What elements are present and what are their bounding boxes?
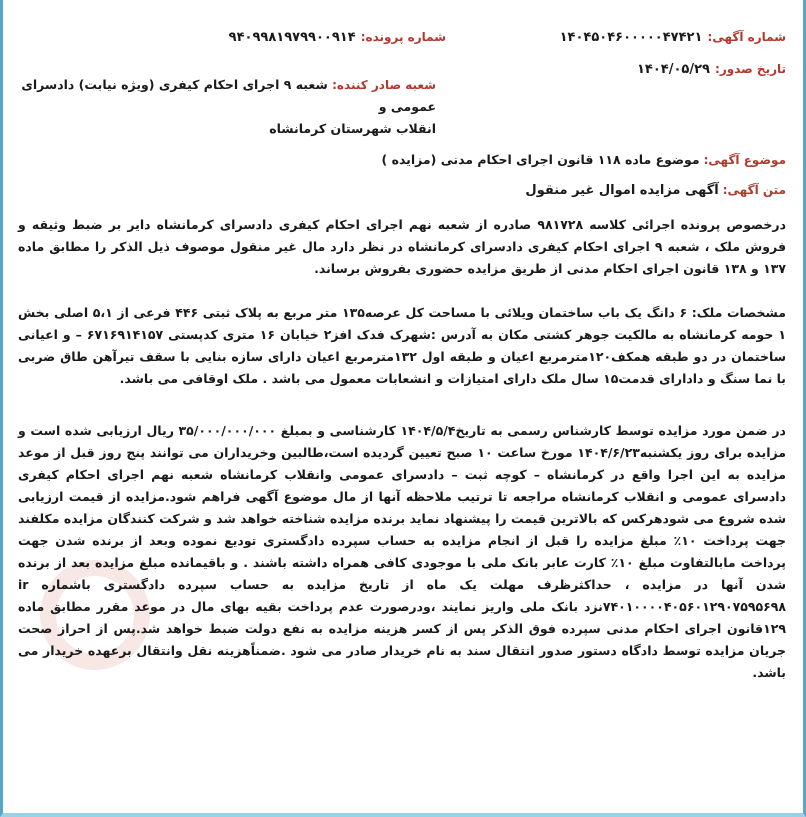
- issue-date: [637, 58, 786, 77]
- paragraph-intro: درخصوص پرونده اجرائی کلاسه ۹۸۱۷۲۸ صادره از شعبه نهم اجرای احکام کیفری دادسرای کرمانشاه دایر بر ضبط وثیقه و فروش ملک ، شعبه ۹ اجرای احکام کیفری دادسرای کرمانشاه در نظر دارد مال غیر منقول موصوف ذیل الذکر را مطابق ماده ۱۳۷ و ۱۳۸ قانون اجرای احکام مدنی از طریق مزایده حضوری بفروش برساند.: [18, 217, 787, 276]
- text-title-label: متن آگهی:: [722, 183, 786, 197]
- paragraph-auction-terms: در ضمن مورد مزایده توسط کارشناس رسمی به تاریخ۱۴۰۴/۵/۴ کارشناسی و بمبلغ ۳۵/۰۰۰/۰۰۰/۰۰۰ ریال ارزیابی شده است و مزایده برای روز یکشنبه۱۴۰۴/۶/۲۳ مورخ ساعت ۱۰ صبح تعیین گردیده است،طالبین وخریداران می توانند پنج روز قبل از موعد مزایده به این اجرا واقع در کرمانشاه – کوچه ثبت – دادسرای عمومی وانقلاب کرمانشاه شعبه نهم اجرای احکام کیفری دادسرای عمومی و انقلاب کرمانشاه مراجعه تا ترتیب ملاحظه آنها از مال موضوع آگهی فراهم شود.مزایده از قیمت ارزیابی شده شروع می شودهرکس که بالاترین قیمت را پیشنهاد نماید برنده مزایده شناخته خواهد شد و شرکت کنندگان مزایده مکلفند جهت پرداخت ۱۰٪ مبلغ مزایده را قبل از انجام مزایده به حساب سپرده دادگستری تودیع نموده وبعد از برنده شدن جهت پرداخت مابالتفاوت مبلغ ۱۰٪ کارت عابر بانک ملی با موجودی کافی همراه داشته باشند . و باقیمانده مبلغ مزایده بعد از برنده شدن آنها در مزایده ، حداکثرظرف مهلت یک ماه از تاریخ مزایده به حساب سپرده دادگستری باشماره ir ۷۴۰۱۰۰۰۰۴۰۵۶۰۱۲۹۰۷۵۹۵۶۹۸نزد بانک ملی واریز نمایند ،ودرصورت عدم پرداخت بقیه بهای مال در موعد مقرر مطابق ماده ۱۲۹قانون اجرای احکام مدنی سپرده فوق الذکر پس از کسر هزینه مزایده به نفع دولت ضبط خواهد شد.پس از احراز صحت جریان مزایده توسط دادگاه دستور صدور انتقال سند به نام خریدار صادر می شود .ضمناًهزینه نقل وانتقال برعهده خریدار می باشد.: [18, 423, 786, 680]
- paragraph-property-details: مشخصات ملک: ۶ دانگ یک باب ساختمان ویلائی با مساحت کل عرصه۱۳۵ متر مربع به پلاک ثبتی ۴۴۶ فرعی از ۵،۱ اصلی بخش ۱ حومه کرمانشاه به مالکیت جوهر کشتی مکان به آدرس :شهرک فدک افز۲ خیابان ۱۶ متری کدپستی ۶۷۱۶۹۱۴۱۵۷ – و اعیانی ساختمان در دو طبقه همکف۱۲۰مترمربع اعیان و طبقه اول ۱۳۲مترمربع اعیان دارای سازه بنایی با سقف تیرآهن طاق ضربی با نما سنگ و دادارای قدمت۱۵ سال ملک دارای امتیازات و انشعابات معمول می باشد . ملک اوقافی می باشد.: [18, 305, 786, 386]
- subject-value: موضوع ماده ۱۱۸ قانون اجرای احکام مدنی (مزایده ): [381, 152, 700, 167]
- issuer: [16, 74, 436, 140]
- ad-number-value: ۱۴۰۴۵۰۴۶۰۰۰۰۰۴۷۴۲۱: [559, 30, 703, 45]
- text-title-value: آگهی مزایده اموال غیر منقول: [525, 183, 719, 198]
- issuer-label: شعبه صادر کننده:: [332, 78, 436, 92]
- header-row-1: [18, 26, 786, 50]
- issuer-value-line-2: انقلاب شهرستان کرمانشاه: [269, 121, 436, 136]
- ad-document: [18, 26, 787, 680]
- issue-date-value: ۱۴۰۴/۰۵/۲۹: [636, 62, 710, 77]
- issue-date-label: تاریخ صدور:: [715, 62, 786, 76]
- case-number-label: شماره پرونده:: [360, 30, 446, 44]
- ad-number-label: شماره آگهی:: [707, 30, 786, 44]
- subject-label: موضوع آگهی:: [703, 153, 786, 167]
- issuer-value-line-1: شعبه ۹ اجرای احکام کیفری (ویژه نیابت) دادسرای عمومی و: [21, 77, 436, 114]
- ad-number: [560, 26, 786, 45]
- subject: [382, 152, 787, 167]
- case-number: [229, 26, 446, 45]
- issuer-line-1: [16, 74, 436, 118]
- case-number-value: ۹۴۰۹۹۸۱۹۷۹۹۰۰۹۱۴: [228, 30, 356, 45]
- text-title: [525, 182, 786, 198]
